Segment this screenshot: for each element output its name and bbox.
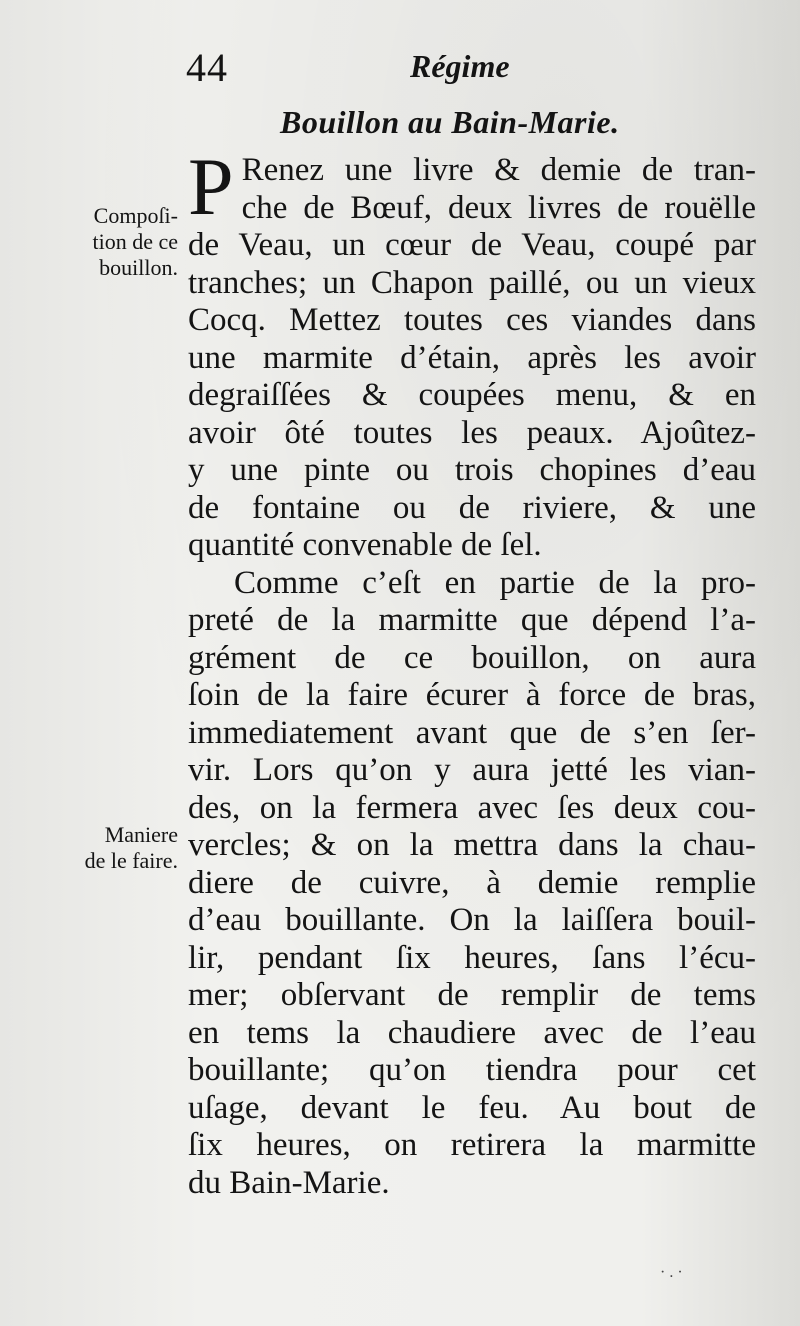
margin-note-method xyxy=(30,822,178,874)
text-line: bouillante; qu’on tiendra pour cet xyxy=(188,1052,756,1088)
text-line: quantité convenable de ſel. xyxy=(188,527,542,563)
text-line: ſoin de la faire écurer à force de bras, xyxy=(188,677,756,713)
text-line: en tems la chaudiere avec de l’eau xyxy=(188,1014,756,1051)
margin-note-line: bouillon. xyxy=(99,255,178,280)
text-line: Renez une livre & demie de tran- xyxy=(241,152,756,188)
text-line: diere de cuivre, à demie remplie xyxy=(188,864,756,901)
text-line: mer; obſervant de remplir de tems xyxy=(188,977,756,1013)
text-line: de Veau, un cœur de Veau, coupé par xyxy=(188,227,756,263)
text-line: ſix heures, on retirera la marmitte xyxy=(188,1127,756,1163)
text-line: Cocq. Mettez toutes ces viandes dans xyxy=(188,302,756,338)
text-line: grément de ce bouillon, on aura xyxy=(188,639,756,676)
running-head: Régime xyxy=(410,48,510,84)
text-line: preté de la marmitte que dépend l’a- xyxy=(188,602,756,638)
text-line: des, on la fermera avec ſes deux cou- xyxy=(188,789,756,826)
text-line: Comme c’eſt en partie de la pro- xyxy=(234,564,756,601)
text-line: tranches; un Chapon paillé, ou un vieux xyxy=(188,264,756,301)
text-line: avoir ôté toutes les peaux. Ajoûtez- xyxy=(188,414,756,451)
margin-note-line: de le faire. xyxy=(84,848,178,873)
text-line: vercles; & on la mettra dans la chau- xyxy=(188,827,756,863)
margin-note-line: Maniere xyxy=(104,822,178,847)
text-line: immediatement avant que de s’en ſer- xyxy=(188,714,756,751)
page-header xyxy=(0,38,800,98)
text-line: degraiſſées & coupées menu, & en xyxy=(188,377,756,413)
drop-cap: P xyxy=(188,141,234,232)
text-line: une marmite d’étain, après les avoir xyxy=(188,339,756,376)
text-line: y une pinte ou trois chopines d’eau xyxy=(188,452,756,488)
margin-note-composition xyxy=(30,203,178,281)
body-text xyxy=(188,141,756,1202)
section-title: Bouillon au Bain-Marie. xyxy=(280,104,620,140)
text-line: lir, pendant ſix heures, ſans l’écu- xyxy=(188,939,756,976)
text-line: che de Bœuf, deux livres de rouëlle xyxy=(241,189,756,226)
text-line: de fontaine ou de riviere, & une xyxy=(188,489,756,526)
page-number: 44 xyxy=(186,45,228,90)
text-line: vir. Lors qu’on y aura jetté les vian- xyxy=(188,752,756,788)
text-line: uſage, devant le feu. Au bout de xyxy=(188,1089,756,1126)
text-line: du Bain-Marie. xyxy=(188,1164,390,1201)
margin-note-line: tion de ce xyxy=(92,229,178,254)
text-line: d’eau bouillante. On la laiſſera bouil- xyxy=(188,902,756,938)
ink-specks: · . · xyxy=(660,1264,683,1281)
margin-note-line: Compoſi- xyxy=(93,203,178,228)
